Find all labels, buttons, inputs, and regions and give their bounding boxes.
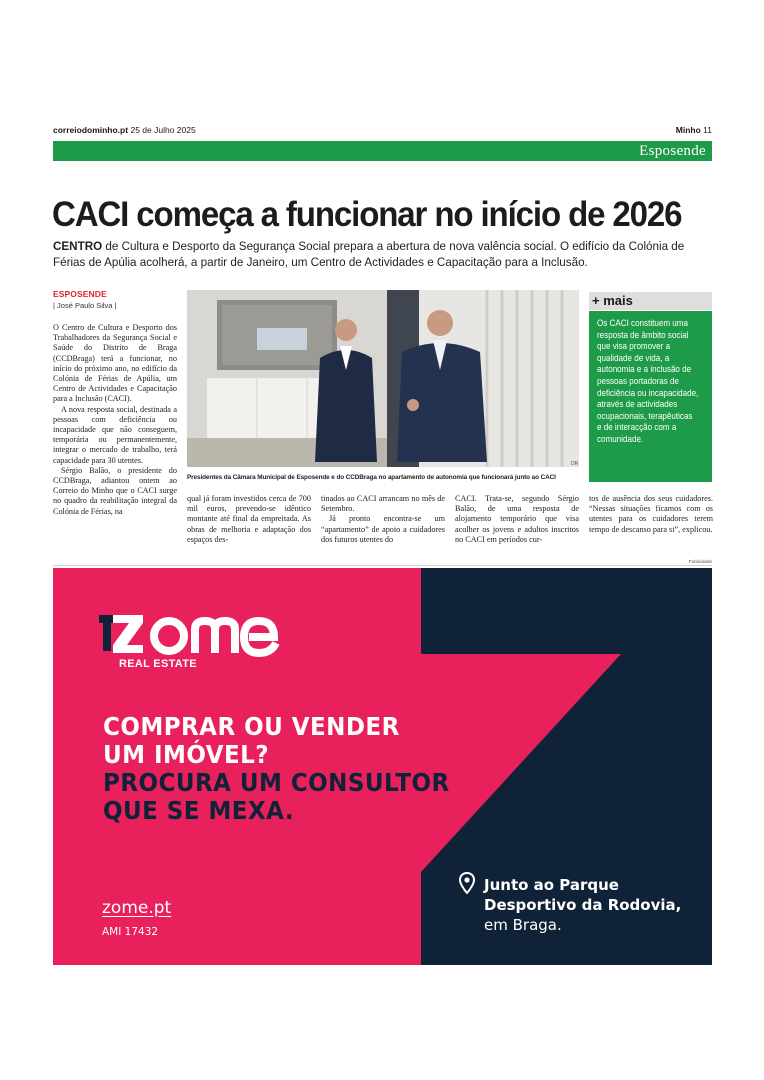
masthead	[53, 123, 712, 137]
sidebar-body: Os CACI constituem uma resposta de âmbito social que visa promover a qualidade de vida, a autonomia e a inclusão de pessoas portadoras de deficiência ou incapacidade, através de actividades ocupacionais, terapêuticas e de interacção com a comunidade.	[597, 317, 699, 444]
site-name[interactable]: correiodominho.pt	[53, 125, 129, 135]
photo-credit: DR	[571, 461, 579, 467]
article-lede	[53, 238, 711, 270]
col1-paragraph-2: A nova resposta social, destinada a pessoas com deficiência ou incapacidade que não conseguem, temporária ou permanentemente, integrar o mercado de trabalho, terá capacidade para 30 utentes.	[53, 404, 177, 465]
sidebar-title: + mais	[592, 293, 633, 308]
article-kicker: ESPOSENDE	[53, 289, 107, 299]
article-column-4	[455, 494, 579, 545]
lede-text: de Cultura e Desporto da Segurança Social prepara a abertura de nova valência social. O edifício da Colónia de Férias de Apúlia acolherá, a partir de Janeiro, um Centro de Actividades e Capacitação para a Inclusão.	[53, 239, 685, 269]
col1-paragraph-3: Sérgio Balão, o presidente do CCDBraga, adiantou ontem ao Correio do Minho que o CACI surge no quadro da reabilitação integral da Colónia de Férias, na	[53, 465, 177, 516]
col1-paragraph-1: O Centro de Cultura e Desporto dos Trabalhadores da Segurança Social e Saúde do Distrito de Braga (CCDBraga) terá a funcionar, no início do próximo ano, no edifício da Colónia de Férias de Apúlia, um Centro de Actividades e Capacitação para a Inclusão (CACI).	[53, 323, 177, 404]
section-bar	[53, 141, 712, 161]
article-column-2	[187, 494, 311, 545]
location-line-1: Junto ao Parque	[484, 876, 619, 894]
article-headline: CACI começa a funcionar no início de 2026	[52, 194, 682, 234]
sidebar-box	[589, 311, 712, 482]
advert-label: Publicidade	[688, 559, 712, 564]
article-column-5	[589, 494, 713, 535]
lede-lead: CENTRO	[53, 239, 103, 253]
advert-license: AMI 17432	[102, 926, 159, 938]
col5-paragraph: tos de ausência dos seus cuidadores. “Nessas situações ficamos com os utentes para os cuidadores terem tempo de descanso para si”, explicou.	[589, 494, 713, 534]
masthead-left	[53, 123, 196, 137]
location-line-2: Desportivo da Rodovia,	[484, 896, 682, 914]
masthead-right	[676, 123, 712, 137]
advert[interactable]	[53, 568, 712, 965]
section-label: Esposende	[639, 143, 706, 159]
advert-divider	[53, 565, 712, 566]
zome-logo-icon	[99, 611, 289, 657]
region-name: Minho	[675, 125, 701, 135]
article-column-3	[321, 494, 445, 545]
col3-paragraph-2: Já pronto encontra-se um “apartamento” de apoio a cuidadores dos futuros utentes do	[321, 514, 445, 544]
page-number: 11	[703, 125, 712, 135]
col2-paragraph: qual já foram investidos cerca de 700 mil euros, prevendo-se idêntico montante até final da empreitada. As obras de melhoria e adaptação dos espaços des-	[187, 494, 311, 544]
photo-caption: Presidentes da Câmara Municipal de Esposende e do CCDBraga no apartamento de autonomia que funcionará junto ao CACI	[187, 474, 556, 481]
col4-paragraph: CACI. Trata-se, segundo Sérgio Balão, de uma resposta de alojamento temporário que visa acolher os jovens e adultos inscritos no CACI em períodos cur-	[455, 494, 579, 544]
location-pin-icon	[459, 872, 475, 894]
col3-paragraph-1: tinados ao CACI arrancam no mês de Setembro.	[321, 494, 445, 514]
photo-illustration	[187, 290, 579, 467]
article-byline: | José Paulo Silva |	[53, 301, 117, 310]
article-photo	[187, 290, 579, 467]
advert-line-1: COMPRAR OU VENDER	[103, 712, 400, 741]
article-column-1	[53, 323, 177, 517]
brand-subtitle: REAL ESTATE	[119, 658, 197, 670]
advert-line-3: PROCURA UM CONSULTOR	[103, 768, 450, 797]
issue-date: 25 de Julho 2025	[130, 125, 196, 135]
location-line-3: em Braga.	[484, 916, 562, 934]
advert-url-link[interactable]: zome.pt	[102, 898, 172, 918]
sidebar-header	[589, 292, 712, 310]
advert-line-2: UM IMÓVEL?	[103, 740, 270, 769]
advert-line-4: QUE SE MEXA.	[103, 796, 295, 825]
